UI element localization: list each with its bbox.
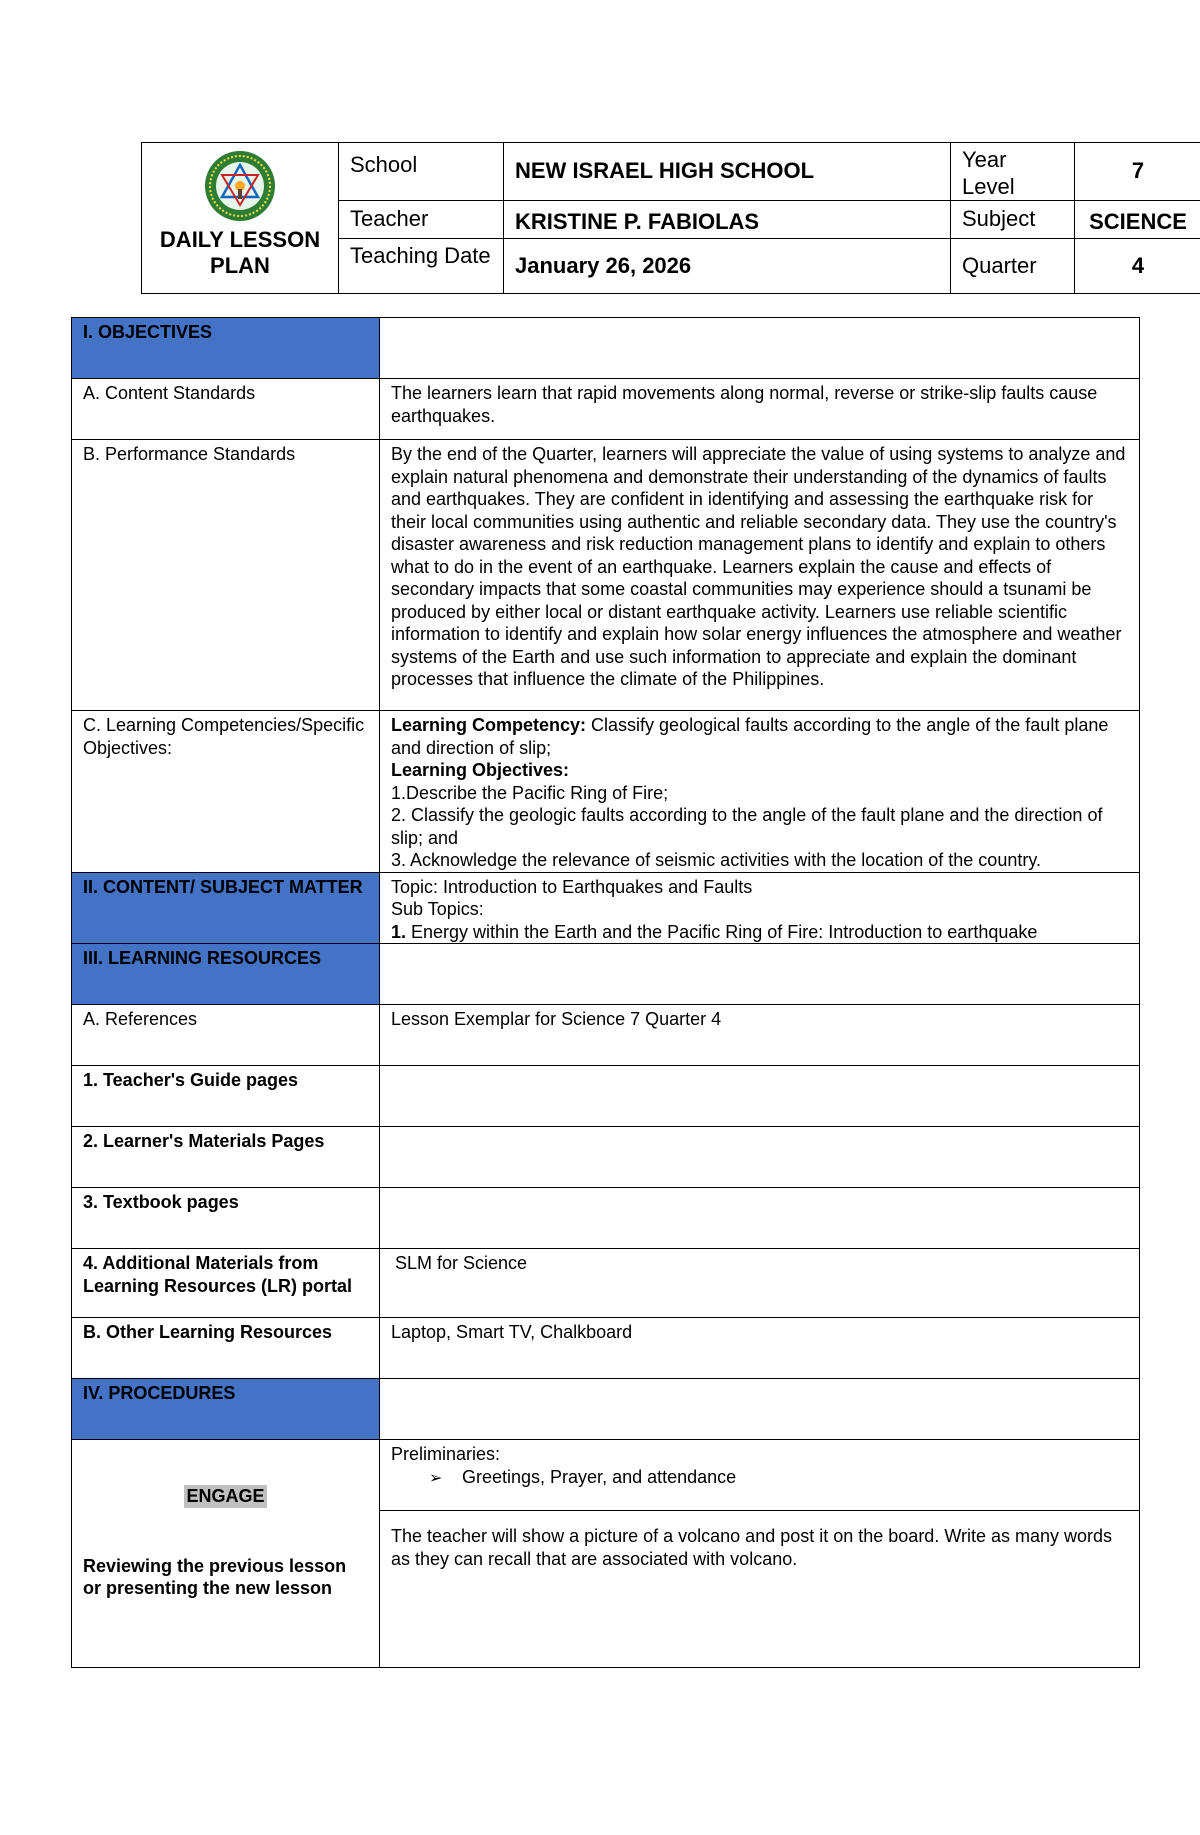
table-row [72,440,1140,711]
objectives-heading: I. OBJECTIVES [72,318,380,379]
performance-standards-text: By the end of the Quarter, learners will appreciate the value of using systems to analyze and explain natural phenomena and demonstrate their understanding of the dynamics of faults and earthquakes. They are confident in identifying and assessing the earthquake risk for their local communities using authentic and reliable secondary data. They use the country's disaster awareness and risk reduction management plans to identify and explain to others what to do in the event of an earthquake. Learners explain the cause and effects of secondary impacts that some coastal communities may experience should a tsunami be produced by either local or distant earthquake activity. Learners use reliable scientific information to identify and explain how solar energy influences the atmosphere and weather systems of the Earth and use such information to appreciate and explain the dominant processes that influence the climate of the Philippines. [380,440,1140,711]
competencies-label: C. Learning Competencies/Specific Objectives: [72,711,380,873]
sub-topics-label: Sub Topics: [391,899,484,919]
empty-cell [380,318,1140,379]
subject-label: Subject [951,201,1075,239]
sub-topic-number: 1. [391,921,407,942]
table-row [72,944,1140,1005]
year-level-label: Year Level [951,143,1075,201]
performance-standards-label: B. Performance Standards [72,440,380,711]
table-row [72,872,1140,944]
sub-topic-item [391,921,1128,944]
table-row [72,379,1140,440]
lesson-plan-table [71,317,1140,1668]
table-row [72,1005,1140,1066]
preliminaries-block [391,1440,1128,1510]
table-row [72,318,1140,379]
learners-materials-label: 2. Learner's Materials Pages [72,1127,380,1188]
table-row [72,1066,1140,1127]
competencies-cell [380,711,1140,873]
additional-materials-text: SLM for Science [380,1249,1140,1318]
logo-cell [142,143,339,294]
table-row [72,1318,1140,1379]
bullet-text: Greetings, Prayer, and attendance [462,1466,737,1487]
activity-text: The teacher will show a picture of a volcano and post it on the board. Write as many words as they can recall that are associated with volcano. [380,1510,1139,1570]
quarter-label: Quarter [951,239,1075,294]
resources-heading: III. LEARNING RESOURCES [72,944,380,1005]
engage-cell [72,1440,380,1668]
objective-item: 1.Describe the Pacific Ring of Fire; [391,782,669,803]
content-standards-text: The learners learn that rapid movements along normal, reverse or strike-slip faults cause earthquakes. [380,379,1140,440]
header-table [141,142,1200,294]
engage-tag: ENGAGE [186,1486,265,1506]
subject-value: SCIENCE [1075,201,1200,239]
content-standards-label: A. Content Standards [72,379,380,440]
other-resources-text: Laptop, Smart TV, Chalkboard [380,1318,1140,1379]
school-seal-logo [203,149,277,223]
empty-cell [380,1188,1140,1249]
preliminaries-label: Preliminaries: [391,1444,501,1464]
empty-cell [380,944,1140,1005]
year-level-value: 7 [1075,143,1200,201]
teaching-date-label: Teaching Date [339,239,504,294]
objective-item: 3. Acknowledge the relevance of seismic activities with the location of the country. [391,850,1042,870]
empty-cell [380,1379,1140,1440]
objective-item: 2. Classify the geologic faults according to the angle of the fault plane and the direction of slip; and [391,805,1103,848]
sub-topic-text: Energy within the Earth and the Pacific Ring of Fire: Introduction to earthquake [406,921,1038,942]
table-row [72,1127,1140,1188]
topic-text: Topic: Introduction to Earthquakes and Faults [391,876,753,897]
table-row [72,1249,1140,1318]
table-row [72,1379,1140,1440]
other-resources-label: B. Other Learning Resources [72,1318,380,1379]
content-heading: II. CONTENT/ SUBJECT MATTER [72,872,380,944]
empty-cell [380,1127,1140,1188]
competency-heading: Learning Competency: [391,715,587,735]
school-value: NEW ISRAEL HIGH SCHOOL [504,143,951,201]
teacher-value: KRISTINE P. FABIOLAS [504,201,951,239]
table-row [72,1188,1140,1249]
table-row [72,711,1140,873]
objectives-subheading: Learning Objectives: [391,760,570,780]
additional-materials-label: 4. Additional Materials from Learning Resources (LR) portal [72,1249,380,1318]
content-cell [380,872,1140,944]
competency-line [391,714,1128,759]
references-label: A. References [72,1005,380,1066]
quarter-value: 4 [1075,239,1200,294]
table-row [72,1440,1140,1668]
list-item [391,1466,1128,1491]
competency-text: Classify geological faults according to the angle of the fault plane and direction of slip; [391,715,1109,758]
procedures-heading: IV. PROCEDURES [72,1379,380,1440]
arrow-bullet-icon: ➢ [429,1469,443,1487]
references-text: Lesson Exemplar for Science 7 Quarter 4 [380,1005,1140,1066]
teaching-date-value: January 26, 2026 [504,239,951,294]
empty-cell [380,1066,1140,1127]
document-title: DAILY LESSON PLAN [159,227,321,278]
engage-content-cell [380,1440,1140,1668]
engage-description: Reviewing the previous lesson or presenting the new lesson [83,1555,347,1598]
teachers-guide-label: 1. Teacher's Guide pages [72,1066,380,1127]
teacher-label: Teacher [339,201,504,239]
textbook-label: 3. Textbook pages [72,1188,380,1249]
school-label: School [339,143,504,201]
